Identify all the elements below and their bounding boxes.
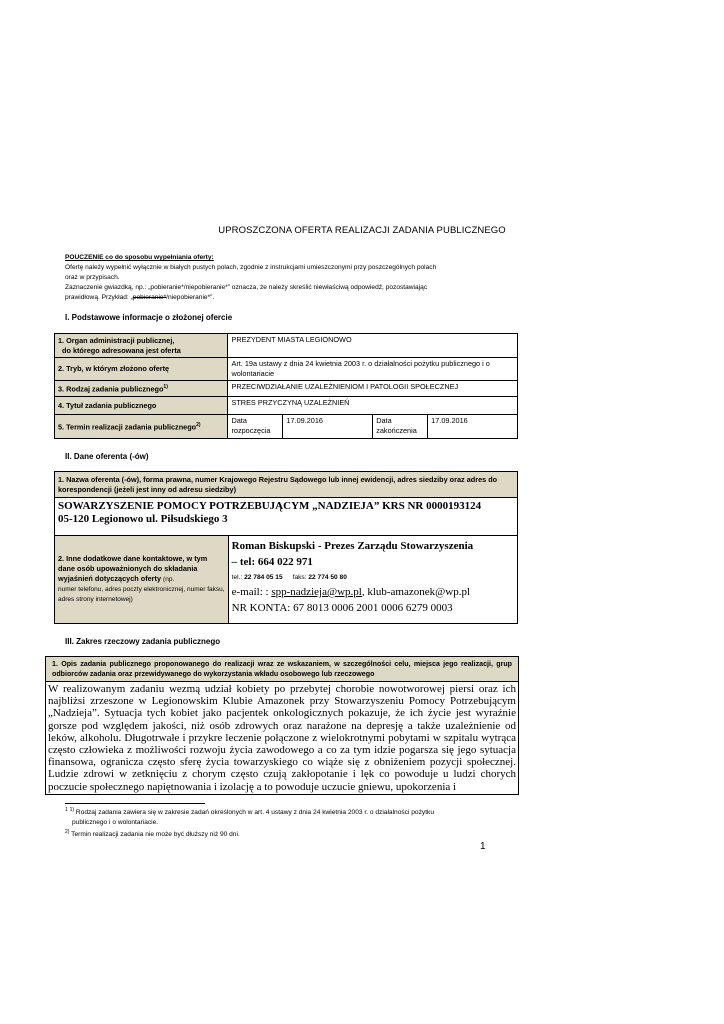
term-label: 5. Termin realizacji zadania publicznego$^{2)}$ — [55, 415, 228, 439]
task-title-label: 4. Tytuł zadania publicznego — [55, 397, 228, 415]
org-address: 05-120 Legionowo ul. Piłsudskiego 3 — [58, 513, 228, 525]
contact-label: 2. Inne dodatkowe dane kontaktowe, w tym dane osób upoważnionych do składania wyjaśnień dotyczących oferty (np. numer telefonu, adres poczty elektronicznej, numer faksu, adres strony internetowej) — [55, 536, 229, 624]
notice-line: Ofertę należy wypełnić wyłącznie w białych pustych polach, zgodnie z instrukcjami umieszczonymi przy poszczególnych polach — [65, 263, 437, 271]
offeror-name-label: 1. Nazwa oferenta (-ów), forma prawna, numer Krajowego Rejestru Sądowego lub innej ewidencji, adres siedziby oraz adres do korespondencji (jeżeli jest inny od adresu siedziby) — [55, 472, 518, 498]
footnote-2: $^{2)}$ Termin realizacji zadania nie może być dłuższy niż 90 dni. — [65, 829, 240, 839]
contact-value[interactable] — [228, 536, 517, 624]
contact-phone: – tel: 664 022 971 — [231, 556, 313, 568]
end-date-value[interactable]: 17.09.2016 — [428, 415, 518, 439]
section-1-heading: I. Podstawowe informacje o złożonej ofercie — [65, 313, 233, 322]
notice-example-prefix: prawidłową. Przykład: „ — [65, 293, 133, 301]
organ-value[interactable]: PREZYDENT MIASTA LEGIONOWO — [228, 334, 518, 358]
tel-fax-line: tel.: 22 784 05 15 faks: 22 774 50 80 — [231, 574, 347, 581]
contact-person: Roman Biskupski - Prezes Zarządu Stowarzyszenia — [231, 540, 474, 552]
basic-info-table — [54, 333, 518, 439]
org-name: SOWARZYSZENIE POMOCY POTRZEBUJĄCYM „NADZIEJA” KRS NR 0000193124 — [58, 500, 482, 512]
offeror-table — [54, 471, 518, 624]
organ-label: 1. Organ administracji publicznej, do którego adresowana jest oferta — [55, 334, 228, 358]
task-title-value[interactable]: STRES PRZYCZYNĄ UZALEŻNIEŃ — [228, 397, 518, 415]
notice-line — [65, 293, 495, 303]
end-date-label: Data zakończenia — [373, 415, 428, 439]
bank-account: NR KONTA: 67 8013 0006 2001 0006 6279 0003 — [231, 602, 453, 614]
scope-table — [45, 656, 519, 795]
notice-line: oraz w przypisach. — [65, 273, 120, 281]
page-title: UPROSZCZONA OFERTA REALIZACJI ZADANIA PUBLICZNEGO — [218, 225, 506, 236]
mode-value[interactable]: Art. 19a ustawy z dnia 24 kwietnia 2003 r. o działalności pożytku publicznego i o wolontariacie — [228, 358, 518, 381]
section-2-heading: II. Dane oferenta (-ów) — [65, 452, 149, 461]
footnote-1: $^1$ $^{1)}$ Rodzaj zadania zawiera się w zakresie zadań określonych w art. 4 ustawy z dnia 24 kwietnia 2003 r. o działalności pożytku publicznego i o wolontariacie. — [65, 807, 434, 826]
offeror-name-value[interactable] — [55, 498, 518, 536]
mode-label: 2. Tryb, w którym złożono ofertę — [55, 358, 228, 381]
start-date-value[interactable]: 17.09.2016 — [283, 415, 373, 439]
notice-heading: POUCZENIE co do sposobu wypełniania oferty: — [65, 254, 214, 261]
notice-example-struck: pobieranie* — [132, 293, 167, 301]
footnote-divider — [65, 803, 205, 804]
task-type-value[interactable]: PRZECIWDZIAŁANIE UZALEŻNIENIOM I PATOLOGII SPOŁECZNEJ — [228, 381, 518, 397]
section-3-heading: III. Zakres rzeczowy zadania publicznego — [65, 637, 221, 646]
notice-example-suffix: /niepobieranie*”. — [166, 293, 215, 301]
task-type-label: 3. Rodzaj zadania publicznego$^{1)}$ — [55, 381, 228, 397]
page-number: 1 — [480, 841, 486, 852]
description-label: 1. Opis zadania publicznego proponowanego do realizacji wraz ze wskazaniem, w szczególności celu, miejsca jego realizacji, grup odbiorców zadania oraz przewidywanego do wykorzystania wkładu osobowego lub rzeczowego — [46, 657, 519, 682]
start-date-label: Data rozpoczęcia — [228, 415, 283, 439]
email-line: e-mail: : spp-nadzieja@wp.pl, klub-amazonek@wp.pl — [231, 586, 471, 598]
description-value[interactable]: W realizowanym zadaniu wezmą udział kobiety po przebytej chorobie nowotworowej piersi oraz ich najbliżsi zrzeszone w Legionowskim Klubie Amazonek przy Stowarzyszeniu Pomocy Potrzebującym „Nadzieja”. Sytuacja tych kobiet jako pacjentek onkologicznych pokazuje, że ich życie jest wyraźnie gorsze pod względem jakości, niż osób zdrowych oraz narażone na depresję a także uzależnienie od leków, alkoholu. Długotrwałe i przykre leczenie połączone z wielokrotnymi pobytami w szpitalu wytrąca często człowieka z możliwości rozwoju życia zawodowego a co za tym idzie pogarsza się jego sytuacja finansowa, ogranicza często sferę życia towarzyskiego co wiąże się z obniżeniem pozycji społecznej. Ludzie zdrowi w zetknięciu z chorym często czują zakłopotanie i lęk co powoduje u ludzi chorych poczucie społecznego napiętnowania i izolację a to powoduje uczucie gniewu, upokorzenia i — [46, 682, 519, 795]
notice-line: Zaznaczenie gwiazdką, np.: „pobieranie*/niepobieranie*” oznacza, że należy skreślić niewłaściwą odpowiedź, pozostawiając — [65, 283, 428, 291]
instructions-notice — [65, 253, 495, 303]
email-link[interactable]: spp-nadzieja@wp.pl — [271, 586, 362, 598]
